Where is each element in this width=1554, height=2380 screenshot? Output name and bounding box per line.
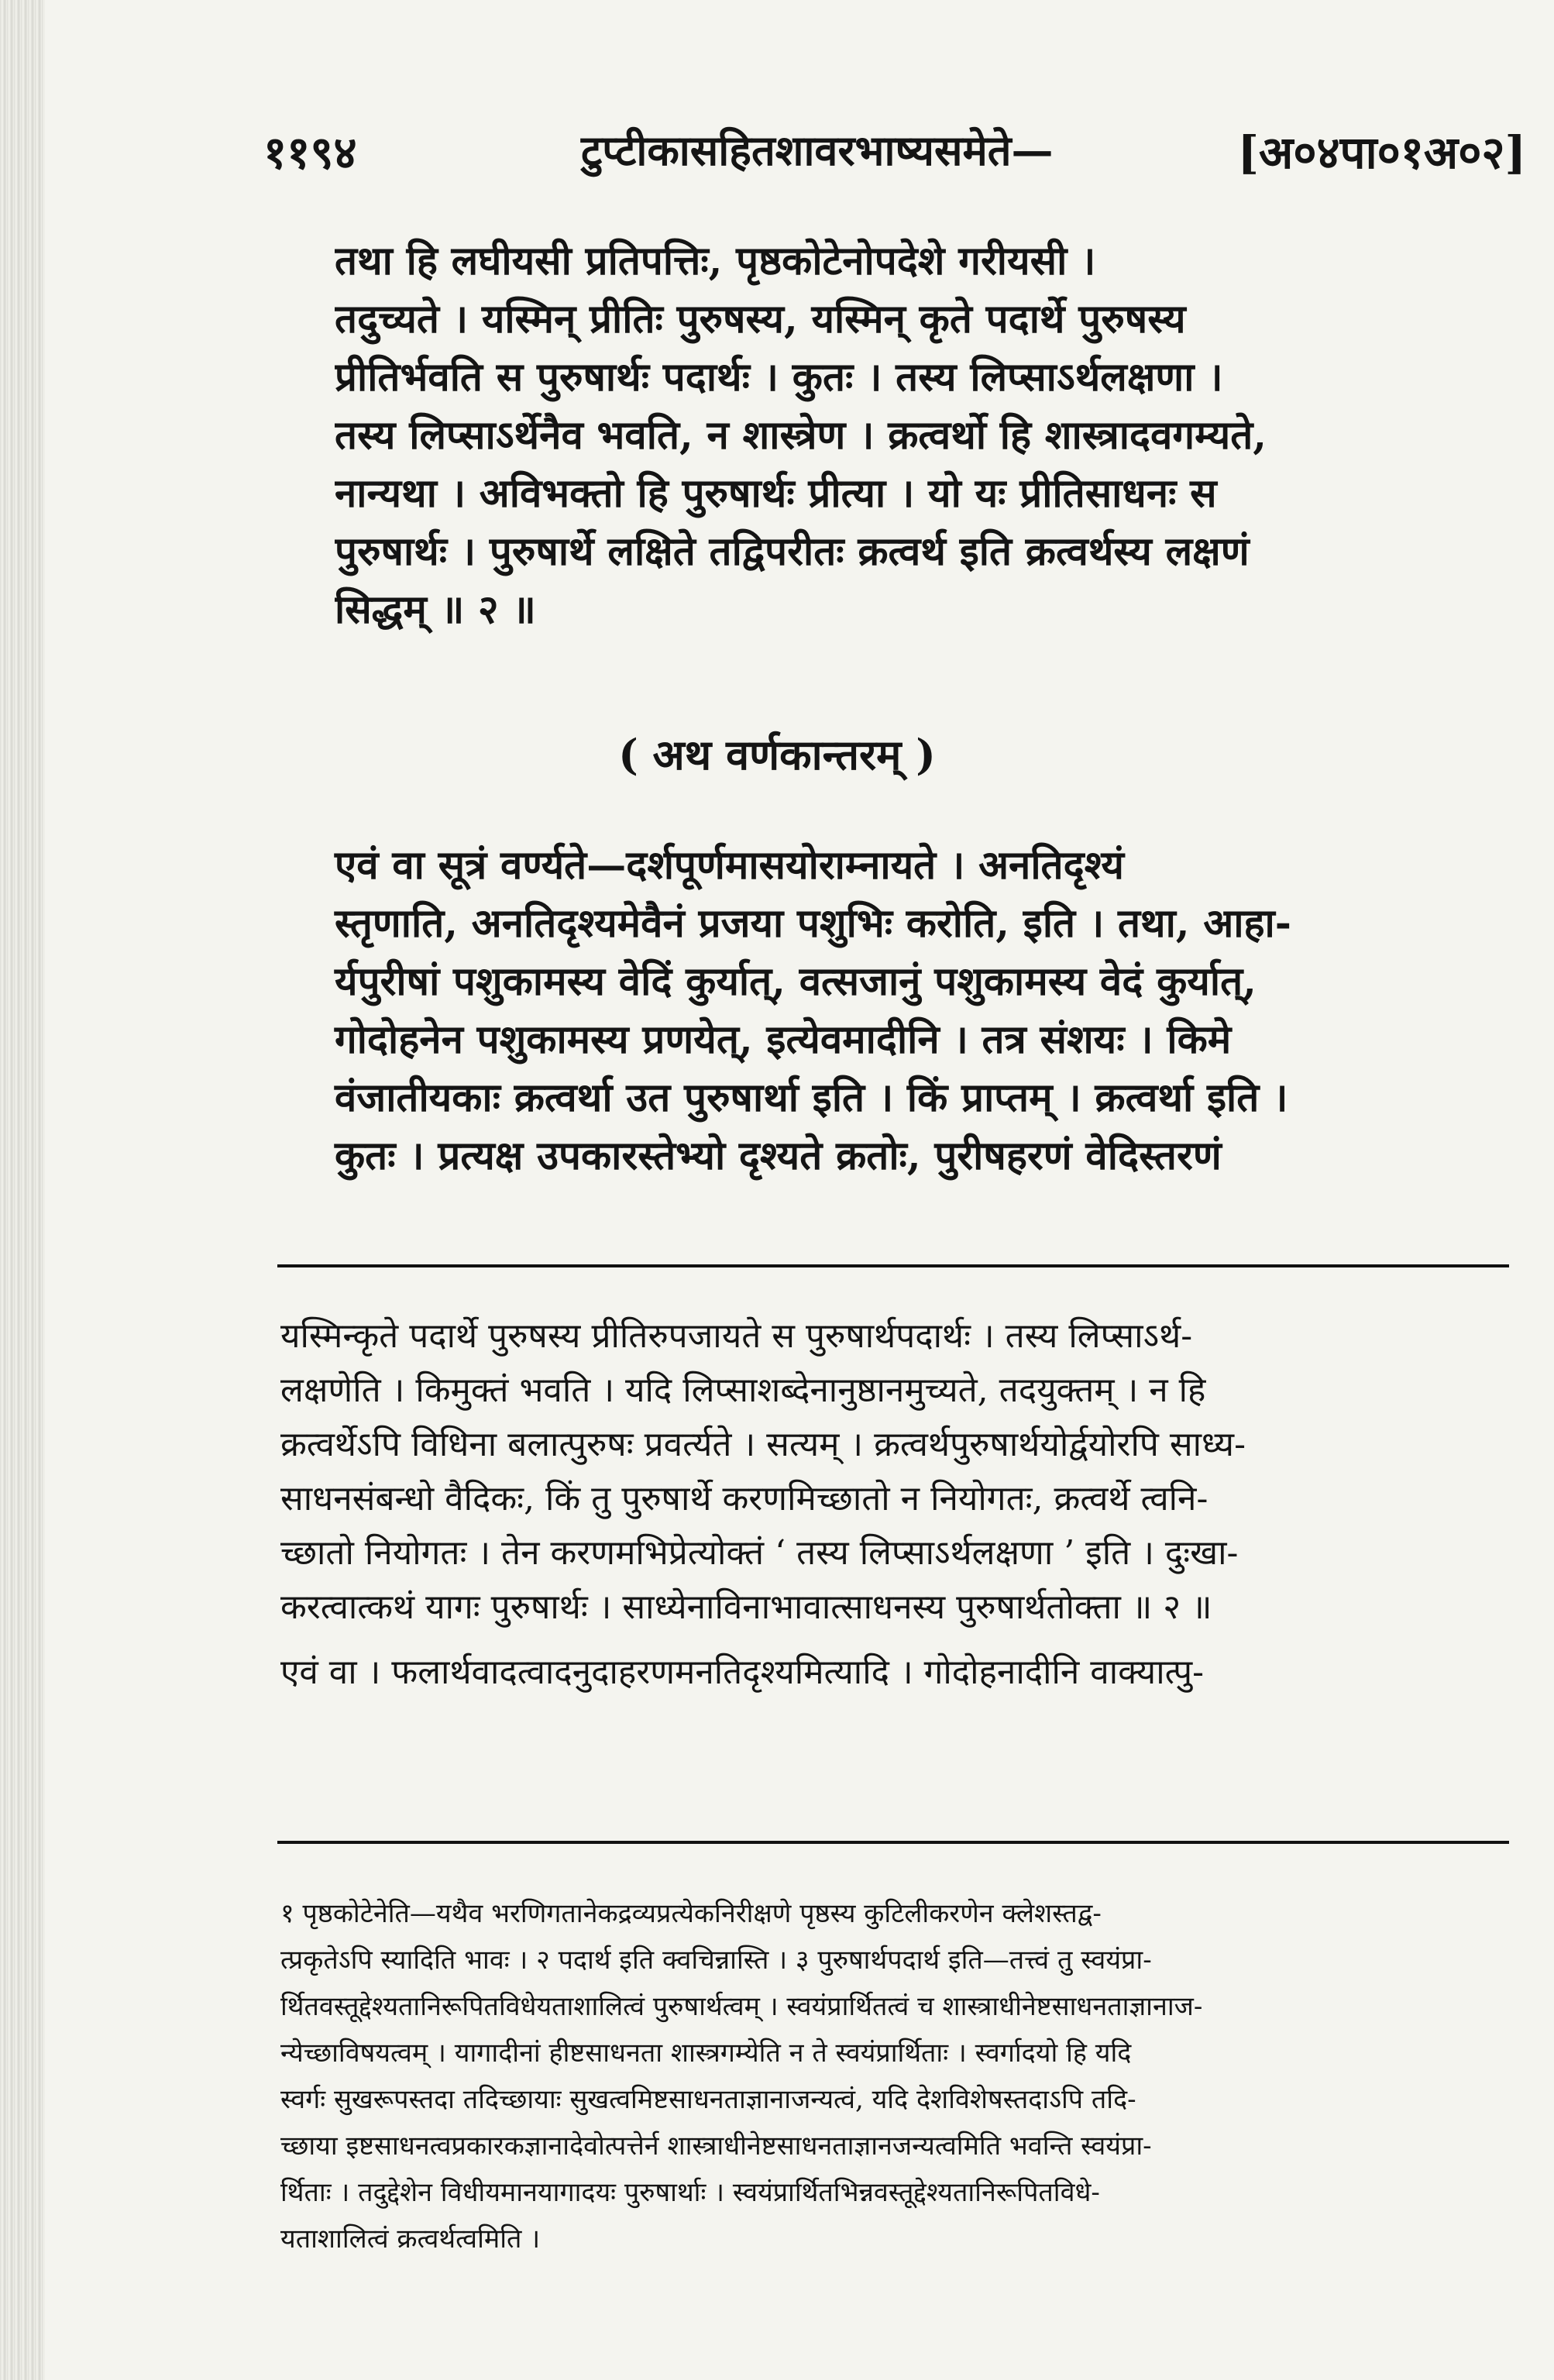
footnote-line: स्वर्गः सुखरूपस्तदा तदिच्छायाः सुखत्वमिष्टसाधनताज्ञानाजन्यत्वं, यदि देशविशेषस्तदाऽपि तदि-	[280, 2084, 1136, 2115]
footnote-line: च्छाया इष्टसाधनत्वप्रकारकज्ञानादेवोत्पत्तेर्न शास्त्राधीनेष्टसाधनताज्ञानजन्यत्वमिति भवन्ति स्वयंप्रा-	[280, 2131, 1152, 2162]
section-reference: [अ०४पा०१अ०२]	[1237, 126, 1526, 179]
divider-rule	[277, 1841, 1509, 1844]
text-line: वंजातीयकाः क्रत्वर्था उत पुरुषार्था इति । किं प्राप्तम् । क्रत्वर्था इति ।	[335, 1075, 1288, 1121]
commentary-line: लक्षणेति । किमुक्तं भवति । यदि लिप्साशब्देनानुष्ठानमुच्यते, तदयुक्तम् । न हि	[280, 1371, 1206, 1410]
footnote-line: त्प्रकृतेऽपि स्यादिति भावः । २ पदार्थ इति क्वचिन्नास्ति । ३ पुरुषार्थपदार्थ इति—तत्त्वं तु स्वयंप्रा-	[280, 1945, 1152, 1976]
footnote-line: यताशालित्वं क्रत्वर्थत्वमिति ।	[280, 2224, 541, 2254]
text-line: नान्यथा । अविभक्तो हि पुरुषार्थः प्रीत्या । यो यः प्रीतिसाधनः स	[335, 470, 1217, 517]
commentary-line: साधनसंबन्धो वैदिकः, किं तु पुरुषार्थे करणमिच्छातो न नियोगतः, क्रत्वर्थे त्वनि-	[280, 1479, 1208, 1518]
text-line: प्रीतिर्भवति स पुरुषार्थः पदार्थः । कुतः । तस्य लिप्साऽर्थलक्षणा ।	[335, 354, 1223, 401]
footnotes-block	[280, 1890, 1512, 2262]
section-subheading: ( अथ वर्णकान्तरम् )	[618, 730, 936, 779]
commentary-line: यस्मिन्कृते पदार्थे पुरुषस्य प्रीतिरुपजायते स पुरुषार्थपदार्थः । तस्य लिप्साऽर्थ-	[280, 1316, 1193, 1356]
text-line: एवं वा सूत्रं वर्ण्यते—दर्शपूर्णमासयोराम्नायते । अनतिदृश्यं	[335, 842, 1124, 889]
page-gutter	[0, 0, 45, 2380]
commentary-line: एवं वा । फलार्थवादत्वादनुदाहरणमनतिदृश्यमित्यादि । गोदोहनादीनि वाक्यात्पु-	[280, 1653, 1205, 1692]
text-line: गोदोहनेन पशुकामस्य प्रणयेत्, इत्येवमादीनि । तत्र संशयः । किमे	[335, 1016, 1232, 1063]
header-title: टुप्टीकासहितशावरभाष्यसमेते—	[581, 126, 1054, 175]
divider-rule	[277, 1264, 1509, 1267]
text-line: तदुच्यते । यस्मिन् प्रीतिः पुरुषस्य, यस्मिन् कृते पदार्थे पुरुषस्य	[335, 296, 1186, 342]
commentary-line: क्रत्वर्थेऽपि विधिना बलात्पुरुषः प्रवर्त्यते । सत्यम् । क्रत्वर्थपुरुषार्थयोर्द्वयोरपि साध्य-	[280, 1425, 1246, 1464]
text-line: कुतः । प्रत्यक्ष उपकारस्तेभ्यो दृश्यते क्रतोः, पुरीषहरणं वेदिस्तरणं	[335, 1133, 1222, 1179]
commentary-line: च्छातो नियोगतः । तेन करणमभिप्रेत्योक्तं ‘ तस्य लिप्साऽर्थलक्षणा ’ इति । दुःखा-	[280, 1533, 1239, 1573]
main-text-block	[335, 232, 1516, 639]
page-number: ११९४	[263, 126, 357, 179]
commentary-block	[280, 1309, 1512, 1700]
text-line: तथा हि लघीयसी प्रतिपत्तिः, पृष्ठकोटेनोपदेशे गरीयसी ।	[335, 238, 1096, 284]
footnote-line: र्थिताः । तदुद्देशेन विधीयमानयागादयः पुरुषार्थाः । स्वयंप्रार्थितभिन्नवस्तूद्देश्यतानिरूपितविधे-	[280, 2177, 1100, 2208]
text-line: र्यपुरीषां पशुकामस्य वेदिं कुर्यात्, वत्सजानुं पशुकामस्य वेदं कुर्यात्,	[335, 958, 1257, 1005]
footnote-line: १ पृष्ठकोटेनेति—यथैव भरणिगतानेकद्रव्यप्रत्येकनिरीक्षणे पृष्ठस्य कुटिलीकरणेन क्लेशस्तद्व-	[280, 1898, 1102, 1929]
main-text-block-2	[335, 837, 1516, 1185]
text-line: पुरुषार्थः । पुरुषार्थे लक्षिते तद्विपरीतः क्रत्वर्थ इति क्रत्वर्थस्य लक्षणं	[335, 528, 1250, 575]
text-line: स्तृणाति, अनतिदृश्यमेवैनं प्रजया पशुभिः करोति, इति । तथा, आहा-	[335, 900, 1291, 947]
running-header	[248, 120, 1526, 190]
text-line: सिद्धम् ॥ २ ॥	[335, 586, 536, 633]
footnote-line: न्येच्छाविषयत्वम् । यागादीनां हीष्टसाधनता शास्त्रगम्येति न ते स्वयंप्रार्थिताः । स्वर्गादयो हि यदि	[280, 2038, 1132, 2069]
commentary-line: करत्वात्कथं यागः पुरुषार्थः । साध्येनाविनाभावात्साधनस्य पुरुषार्थतोक्ता ॥ २ ॥	[280, 1587, 1212, 1627]
text-line: तस्य लिप्साऽर्थेनैव भवति, न शास्त्रेण । क्रत्वर्थो हि शास्त्रादवगम्यते,	[335, 412, 1267, 459]
footnote-line: र्थितवस्तूद्देश्यतानिरूपितविधेयताशालित्वं पुरुषार्थत्वम् । स्वयंप्रार्थितत्वं च शास्त्राधीनेष्टसाधनताज्ञानाज-	[280, 1991, 1203, 2022]
